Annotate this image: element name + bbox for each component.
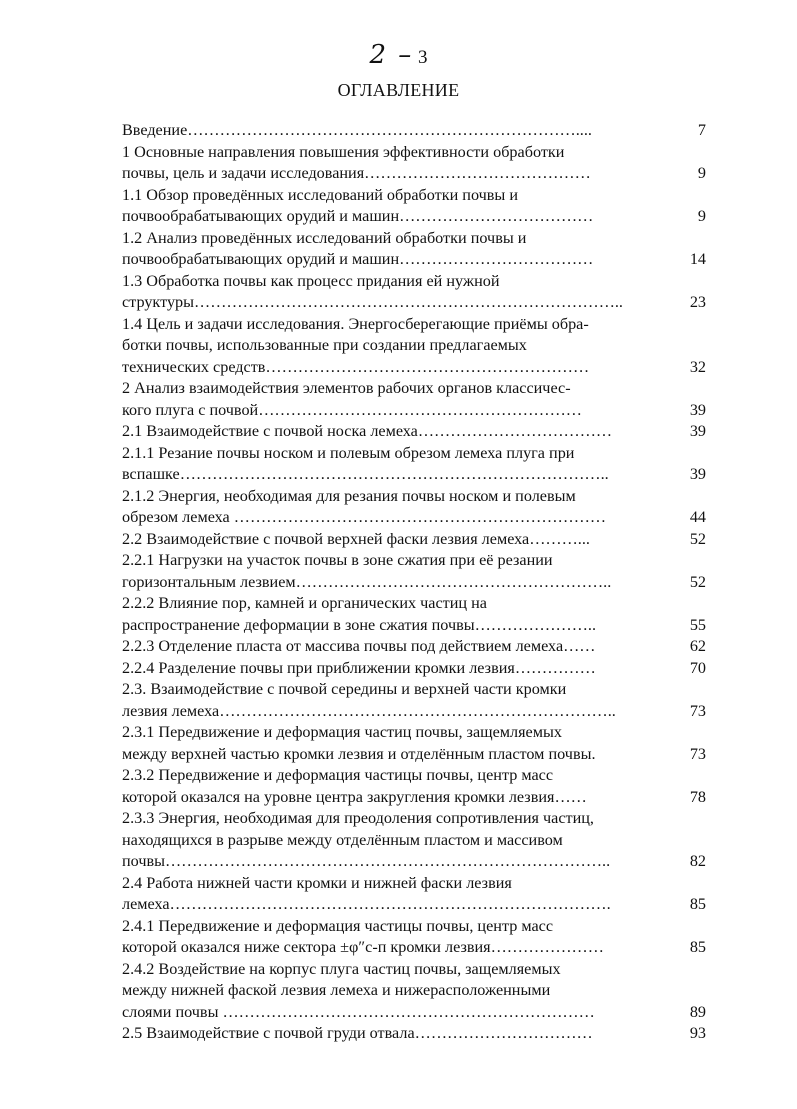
toc-entry-page: 85: [689, 895, 706, 913]
toc-entry-page: 39: [689, 422, 706, 440]
toc-entry-title: 2.2.3 Отделение пласта от массива почвы под действием лемеха……: [122, 637, 596, 655]
toc-entry-page: 62: [689, 637, 706, 655]
table-of-contents: [122, 120, 712, 1045]
toc-entry-title: 2.4.2 Воздействие на корпус плуга частиц почвы, защемляемых между нижней фаской лезвия лемеха и нижерасположенными слоями почвы ……………………………………………………………: [122, 959, 595, 1021]
toc-entry-title: Введение………………………………………………………………....: [122, 121, 592, 139]
toc-entry: [122, 658, 712, 680]
toc-entry: [122, 378, 712, 421]
toc-entry-title: 2.3. Взаимодействие с почвой середины и верхней части кромки лезвия лемеха………………………………………………………………..: [122, 680, 616, 720]
toc-entry-title: 1.3 Обработка почвы как процесс придания ей нужной структуры……………………………………………………………………..: [122, 271, 623, 311]
toc-entry: [122, 636, 712, 658]
toc-entry-title: 2.3.3 Энергия, необходимая для преодоления сопротивления частиц, находящихся в разрыве между отделённым пластом и массивом почвы………………………………………………………………………..: [122, 809, 611, 870]
handwritten-mark: 2 –: [369, 40, 414, 70]
toc-entry-page: 82: [689, 852, 706, 870]
toc-entry-title: 2.4 Работа нижней части кромки и нижней фаски лезвия лемеха……………………………………………………………………….: [122, 873, 611, 913]
toc-entry-title: 2.1 Взаимодействие с почвой носка лемеха………………………………: [122, 422, 613, 440]
toc-entry: [122, 1023, 712, 1045]
toc-entry: [122, 421, 712, 443]
toc-entry-title: 2.3.2 Передвижение и деформация частицы почвы, центр масс которой оказался на уровне центра закругления кромки лезвия……: [122, 766, 587, 806]
toc-entry-page: 85: [689, 938, 706, 956]
toc-entry-title: 1.2 Анализ проведённых исследований обработки почвы и почвообрабатывающих орудий и машин………………………………: [122, 228, 594, 268]
toc-entry-page: 9: [697, 207, 706, 225]
toc-entry-page: 39: [689, 465, 706, 483]
toc-entry-title: 2.5 Взаимодействие с почвой груди отвала……………………………: [122, 1024, 593, 1042]
toc-entry-page: 23: [689, 293, 706, 311]
toc-entry: [122, 593, 712, 636]
toc-entry-page: 93: [689, 1024, 706, 1042]
toc-entry-title: 2.1.2 Энергия, необходимая для резания почвы носком и полевым обрезом лемеха ……………………………………………………………: [122, 486, 607, 526]
toc-entry-page: 7: [697, 121, 706, 139]
toc-entry-title: 2.2 Взаимодействие с почвой верхней фаски лезвия лемеха………...: [122, 529, 590, 548]
toc-entry-title: 2.4.1 Передвижение и деформация частицы почвы, центр масс которой оказался ниже сектора ±φ″c-п кромки лезвия…………………: [122, 916, 604, 956]
toc-entry-page: 55: [689, 615, 706, 634]
toc-entry-page: 78: [689, 787, 706, 806]
toc-entry-title: 2.2.1 Нагрузки на участок почвы в зоне сжатия при её резании горизонтальным лезвием…………………………………………………..: [122, 551, 612, 591]
toc-entry: [122, 765, 712, 808]
page-number: 3: [418, 47, 428, 68]
toc-entry: [122, 916, 712, 959]
page-title: ОГЛАВЛЕНИЕ: [337, 80, 460, 100]
toc-entry-page: 44: [689, 508, 706, 526]
toc-entry-page: 73: [689, 701, 706, 720]
toc-entry: [122, 959, 712, 1024]
toc-entry-title: 1 Основные направления повышения эффективности обработки почвы, цель и задачи исследования……………………………………: [122, 142, 591, 182]
toc-entry: [122, 529, 712, 551]
toc-entry-title: 2 Анализ взаимодействия элементов рабочих органов классичес- кого плуга с почвой……………………………………………………: [122, 379, 582, 419]
toc-entry-page: 52: [689, 529, 706, 548]
toc-entry: [122, 722, 712, 765]
toc-entry-title: 1.4 Цель и задачи исследования. Энергосберегающие приёмы обра- ботки почвы, использованные при создании предлагаемых технических средств……………………………………………………: [122, 314, 590, 376]
toc-entry-page: 39: [689, 400, 706, 419]
toc-entry: [122, 808, 712, 873]
toc-entry-title: 2.2.4 Разделение почвы при приближении кромки лезвия……………: [122, 658, 596, 677]
toc-entry: [122, 314, 712, 379]
toc-entry: [122, 550, 712, 593]
toc-entry: [122, 185, 712, 228]
toc-entry-title: 2.2.2 Влияние пор, камней и органических частиц на распространение деформации в зоне сжатия почвы…………………..: [122, 594, 597, 634]
toc-entry-page: 70: [689, 658, 706, 677]
toc-entry-title: 1.1 Обзор проведённых исследований обработки почвы и почвообрабатывающих орудий и машин………………………………: [122, 185, 594, 225]
toc-entry-page: 9: [697, 164, 706, 182]
toc-entry: [122, 271, 712, 314]
toc-entry: [122, 679, 712, 722]
page-header: [0, 40, 797, 70]
toc-entry-page: 73: [689, 744, 706, 763]
toc-entry-page: 52: [689, 572, 706, 591]
toc-entry: [122, 873, 712, 916]
toc-entry-page: 32: [689, 357, 706, 376]
toc-entry: [122, 443, 712, 486]
toc-entry-title: 2.3.1 Передвижение и деформация частиц почвы, защемляемых между верхней частью кромки лезвия и отделённым пластом почвы.: [122, 723, 596, 763]
toc-entry-title: 2.1.1 Резание почвы носком и полевым обрезом лемеха плуга при вспашке……………………………………………………………………..: [122, 443, 609, 483]
toc-entry: [122, 228, 712, 271]
toc-entry-page: 14: [689, 250, 706, 268]
toc-entry: [122, 120, 712, 142]
toc-entry-page: 89: [689, 1002, 706, 1021]
toc-entry: [122, 142, 712, 185]
toc-entry: [122, 486, 712, 529]
